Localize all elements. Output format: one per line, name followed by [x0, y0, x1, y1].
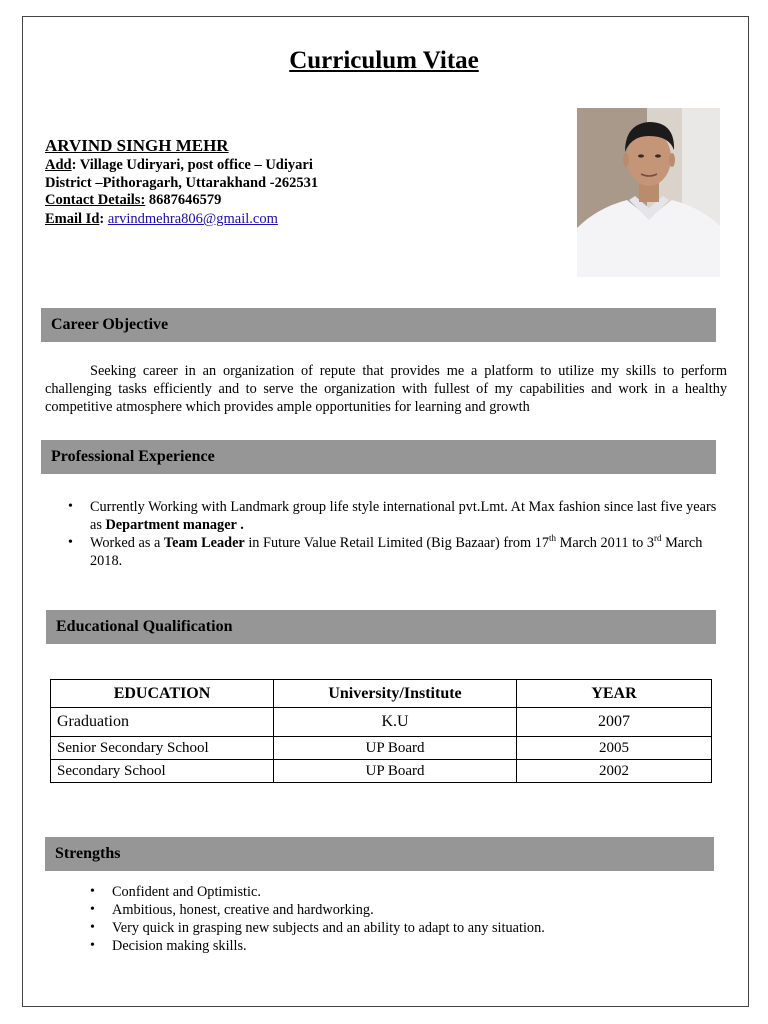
experience-2-sup1: th: [549, 533, 557, 544]
institute-cell: UP Board: [274, 760, 517, 783]
candidate-name: ARVIND SINGH MEHR: [45, 136, 229, 155]
address-line-2: District –Pithoragarh, Uttarakhand -262531: [45, 175, 319, 191]
email-link[interactable]: arvindmehra806@gmail.com: [107, 211, 278, 227]
contact-label: Contact Details:: [45, 192, 146, 208]
experience-2-pre: Worked as a: [90, 535, 164, 551]
list-item: • Very quick in grasping new subjects and an ability to adapt to any situation.: [90, 919, 710, 937]
experience-1-role: Department manager .: [105, 517, 244, 533]
year-cell: 2007: [517, 708, 712, 737]
table-header-row: [51, 680, 712, 708]
institute-cell: UP Board: [274, 737, 517, 760]
list-item: • Confident and Optimistic.: [90, 883, 710, 901]
column-header-institute: University/Institute: [274, 680, 517, 708]
profile-photo: [577, 108, 720, 277]
table-row: [51, 760, 712, 783]
experience-2-role: Team Leader: [163, 535, 245, 551]
address-label: Add: [45, 157, 72, 173]
educational-qualification-heading: Educational Qualification: [46, 610, 716, 644]
email-separator: :: [99, 211, 108, 227]
email-label: Email Id: [45, 211, 100, 227]
year-cell: 2005: [517, 737, 712, 760]
email-line: [45, 211, 278, 228]
list-item: [68, 498, 718, 534]
experience-1-text: Currently Working with Landmark group life style international pvt.Lmt. At Max fashion since last five years as: [90, 499, 717, 533]
experience-list: [68, 498, 718, 570]
experience-2-sup2: rd: [654, 533, 662, 544]
career-objective-text: Seeking career in an organization of repute that provides me a platform to utilize my skills to perform challenging tasks efficiently and to serve the organization with fullest of my capabilities and work in a healthy competitive atmosphere which provides ample opportunities for learning and growth: [45, 363, 727, 415]
contact-value: 8687646579: [145, 192, 222, 208]
address-line-1: [45, 157, 313, 174]
year-cell: 2002: [517, 760, 712, 783]
strengths-list: [90, 883, 710, 955]
list-item: • Ambitious, honest, creative and hardworking.: [90, 901, 710, 919]
column-header-year: YEAR: [517, 680, 712, 708]
experience-2-text: in Future Value Retail Limited (Big Bazaar) from 17: [244, 535, 550, 551]
education-cell: Graduation: [51, 708, 274, 737]
column-header-education: EDUCATION: [51, 680, 274, 708]
document-title: Curriculum Vitae: [289, 47, 479, 74]
list-item: • Decision making skills.: [90, 937, 710, 955]
experience-2-end: March 2018.: [90, 535, 703, 569]
strengths-heading: Strengths: [45, 837, 714, 871]
list-item: [68, 534, 718, 570]
address-value: : Village Udiryari, post office – Udiyari: [71, 157, 313, 173]
table-row: [51, 737, 712, 760]
experience-2-text2: March 2011 to 3: [556, 535, 654, 551]
professional-experience-heading: Professional Experience: [41, 440, 716, 474]
contact-line: [45, 192, 221, 209]
education-cell: Senior Secondary School: [51, 737, 274, 760]
education-table: [50, 679, 712, 783]
institute-cell: K.U: [274, 708, 517, 737]
career-objective-heading: Career Objective: [41, 308, 716, 342]
table-row: [51, 708, 712, 737]
education-cell: Secondary School: [51, 760, 274, 783]
